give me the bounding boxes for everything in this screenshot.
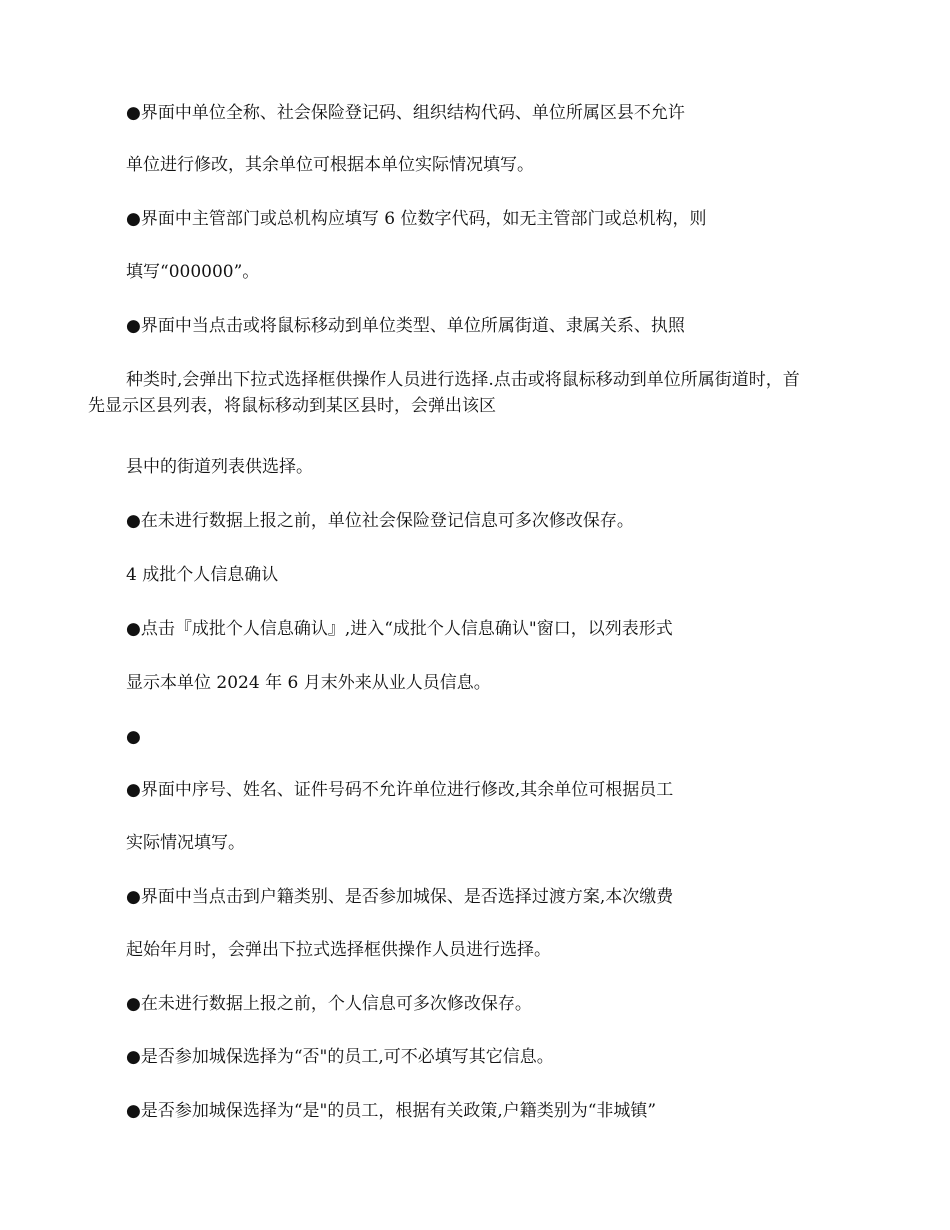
text-line: ●是否参加城保选择为“是"的员工，根据有关政策,户籍类别为“非城镇”	[126, 1101, 657, 1121]
text-line: 单位进行修改，其余单位可根据本单位实际情况填写。	[126, 155, 534, 175]
text-line: ●是否参加城保选择为“否"的员工,可不必填写其它信息。	[126, 1047, 554, 1067]
text-line: 填写“000000”。	[126, 262, 260, 282]
text-line: ●界面中当点击或将鼠标移动到单位类型、单位所属街道、隶属关系、执照	[126, 316, 685, 336]
text-line: 显示本单位 2024 年 6 月末外来从业人员信息。	[126, 673, 491, 693]
text-line: 种类时,会弹出下拉式选择框供操作人员进行选择.点击或将鼠标移动到单位所属街道时，首	[126, 370, 800, 390]
text-line: ●点击『成批个人信息确认』,进入“成批个人信息确认"窗口，以列表形式	[126, 619, 673, 639]
text-line: ●界面中主管部门或总机构应填写 6 位数字代码，如无主管部门或总机构，则	[126, 209, 707, 229]
text-line: ●界面中序号、姓名、证件号码不允许单位进行修改,其余单位可根据员工	[126, 780, 674, 800]
text-line: ●在未进行数据上报之前，单位社会保险登记信息可多次修改保存。	[126, 511, 634, 531]
text-line: 实际情况填写。	[126, 833, 245, 853]
section-heading: 4 成批个人信息确认	[126, 565, 279, 585]
wrapped-paragraph	[88, 367, 868, 419]
text-line: 先显示区县列表，将鼠标移动到某区县时，会弹出该区	[88, 396, 496, 416]
text-line: 起始年月时，会弹出下拉式选择框供操作人员进行选择。	[126, 940, 551, 960]
bullet-empty: ●	[126, 727, 141, 747]
text-line: ●界面中当点击到户籍类别、是否参加城保、是否选择过渡方案,本次缴费	[126, 887, 674, 907]
text-line: ●在未进行数据上报之前，个人信息可多次修改保存。	[126, 994, 532, 1014]
text-line: 县中的街道列表供选择。	[126, 457, 313, 477]
text-line: ●界面中单位全称、社会保险登记码、组织结构代码、单位所属区县不允许	[126, 103, 685, 123]
